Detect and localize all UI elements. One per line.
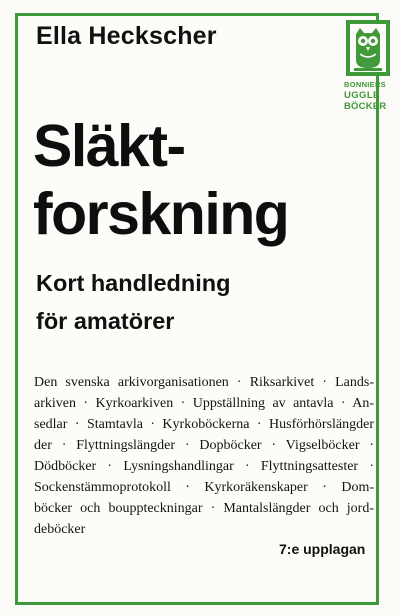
author-name: Ella Heckscher [36, 22, 217, 50]
description-line: deböcker [34, 522, 86, 537]
description-line: böcker och bouppteckningar · Mantalslängder och jord- [34, 501, 374, 516]
logo-text-bonniers: BONNIERS [344, 80, 386, 89]
publisher-logo [344, 20, 392, 118]
description-line: sedlar · Stamtavla · Kyrkoböckerna · Husförhörslängder [34, 417, 374, 432]
logo-text-bocker: BÖCKER [344, 101, 387, 112]
description-line: Sockenstämmoprotokoll · Kyrkoräkenskaper · Dom- [34, 480, 374, 495]
book-title-line-1: Släkt- [33, 113, 185, 179]
subtitle-line-1: Kort handledning [36, 270, 231, 296]
description-line: arkiven · Kyrkoarkiven · Uppställning av antavla · An- [34, 396, 374, 411]
book-title-line-2: forskning [33, 181, 289, 247]
logo-text-uggle: UGGLE [344, 90, 380, 101]
owl-icon [346, 20, 390, 76]
contents-description [34, 372, 374, 540]
description-line: Dödböcker · Lysningshandlingar · Flyttningsattester · [34, 459, 374, 474]
description-line: Den svenska arkivorganisationen · Riksarkivet · Lands- [34, 375, 374, 390]
edition-label: 7:e upplagan [279, 541, 366, 557]
subtitle-line-2: för amatörer [36, 308, 175, 334]
description-line: der · Flyttningslängder · Dopböcker · Vigselböcker · [34, 438, 374, 453]
